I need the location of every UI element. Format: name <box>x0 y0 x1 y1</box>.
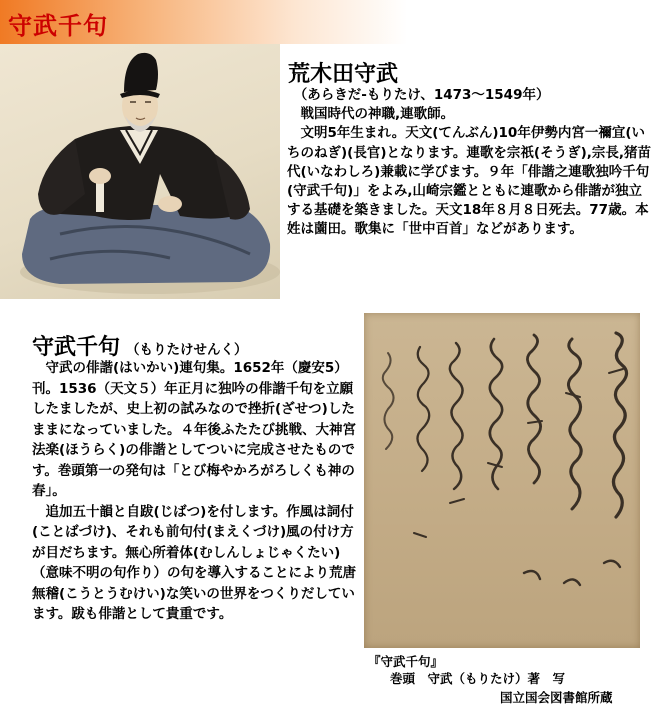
poem-reading: （もりたけせんく） <box>126 342 248 358</box>
poem-heading <box>32 330 248 361</box>
caption-title: 『守武千句』 <box>368 654 444 669</box>
caption-holder: 国立国会図書館所蔵 <box>500 690 613 705</box>
page-title: 守武千句 <box>8 12 108 40</box>
poem-description <box>32 358 359 625</box>
bio-paragraph: 文明5年生まれ。天文(てんぶん)10年伊勢内宮一禰宜(いちのねぎ)(長官)となります。連歌を宗祇(そうぎ),宗長,猪苗代(いなわしろ)兼載に学びます。９年「俳諧之連歌独吟千句(守武千句)」をよみ,山崎宗鑑とともに連歌から俳諧が独立する基礎を築きました。天文18年８月８日死去。77歳。本姓は薗田。歌集に「世中百首」などがあります。 <box>287 125 652 238</box>
portrait-drawing <box>0 44 280 299</box>
calligraphy-drawing <box>364 313 640 648</box>
manuscript-image <box>364 313 640 648</box>
caption-line: 巻頭 守武（もりたけ）著 写 <box>390 671 566 686</box>
poem-paragraph: 守武の俳諧(はいかい)連句集。1652年（慶安5）刊。1536（天文５）年正月に独吟の俳諧千句を立願したましたが、史上初の試みなので挫折(ざせつ)したままになっていました。４年後ふたたび挑戦、大神宮法楽(ほうらく)の俳諧としてついに完成させたものです。巻頭第一の発句は「とび梅やかろがろしくも神の春」。 <box>32 360 356 499</box>
poem-title: 守武千句 <box>32 335 121 360</box>
person-name: 荒木田守武 <box>288 62 399 87</box>
person-reading: （あらきだ-もりたけ、1473～1549年） <box>293 87 550 103</box>
person-bio <box>287 86 653 240</box>
bio-paragraph: 戦国時代の神職,連歌師。 <box>300 106 455 123</box>
portrait-image <box>0 44 280 299</box>
poem-paragraph: 追加五十韻と自跋(じばつ)を付します。作風は詞付(ことばづけ)、それも前句付(まえくづけ)風の付け方が目だちます。無心所着体(むしんしょじゃくたい)（意味不明の句作り）の句を導入することにより荒唐無稽(こうとうむけい)な笑いの世界をつくりだしています。跋も俳諧として貴重です。 <box>32 503 356 622</box>
